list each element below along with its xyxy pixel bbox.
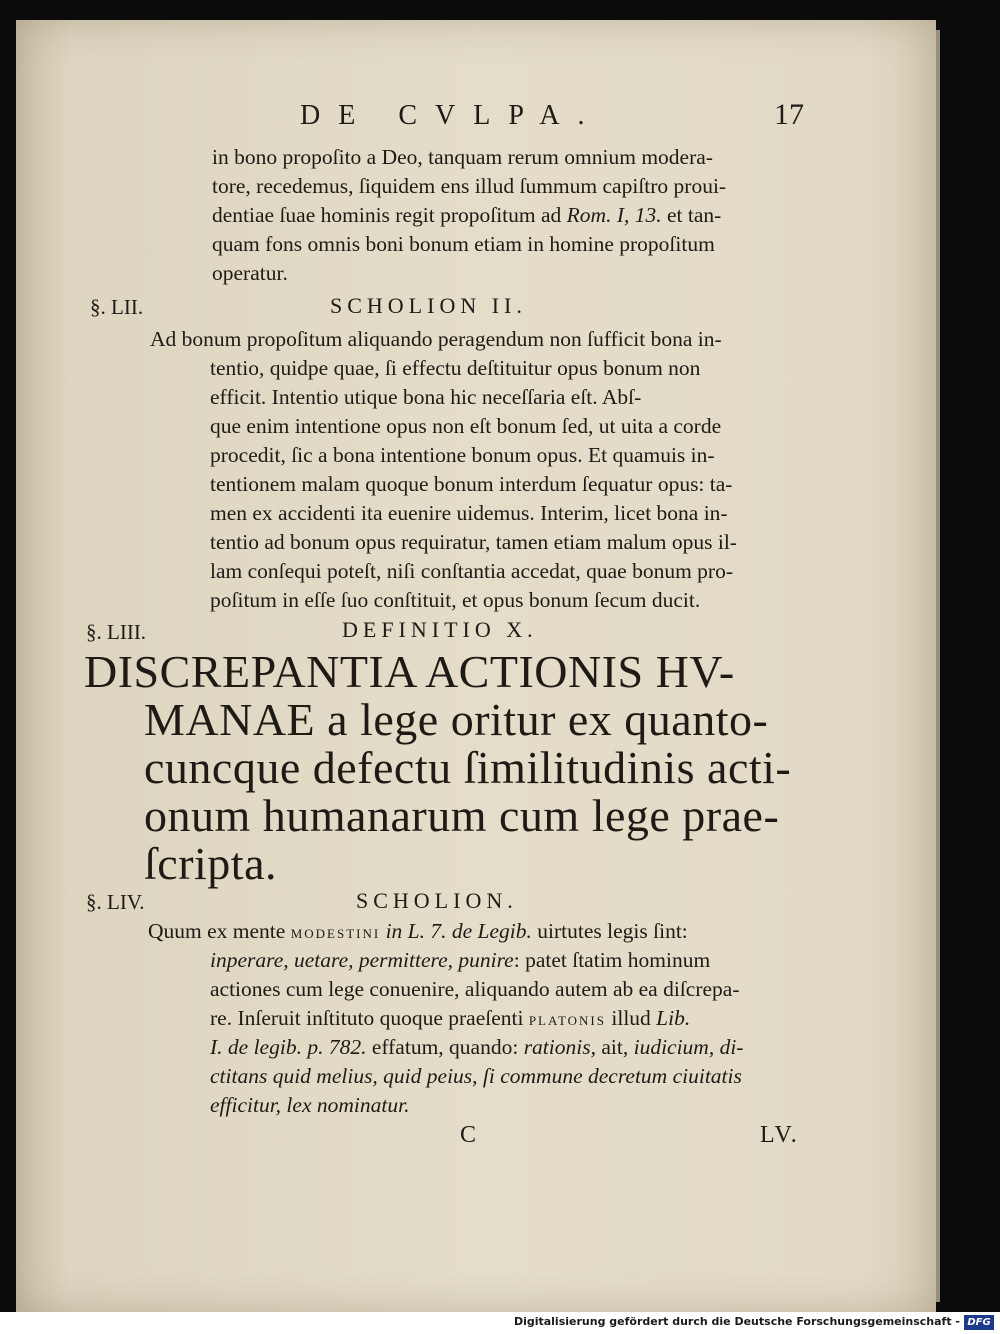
sec54-line-4: re. Inſeruit inſtituto quoque praeſenti platonis illud Lib. xyxy=(210,1006,691,1030)
credit-footer xyxy=(0,1312,1000,1334)
page-number: 17 xyxy=(774,98,804,131)
running-title: DE CVLPA. xyxy=(300,100,603,131)
credit-text: Digitalisierung gefördert durch die Deutsche Forschungsgemeinschaft - xyxy=(513,1315,960,1328)
sec52-line-2: tentio, quidpe quae, ſi effectu deſtituitur opus bonum non xyxy=(210,356,701,380)
intro-line-2: tore, recedemus, ſiquidem ens illud ſummum capiſtro proui- xyxy=(212,174,727,198)
section-heading-53: DEFINITIO X. xyxy=(342,617,538,642)
definition-line-4: onum humanarum cum lege prae- xyxy=(144,790,780,841)
section-heading-54: SCHOLION. xyxy=(356,888,518,913)
section-number-54: §. LIV. xyxy=(86,890,145,914)
sec52-line-10: poſitum in eſſe ſuo conſtituit, et opus bonum ſecum ducit. xyxy=(210,588,701,612)
sec54-line-1: Quum ex mente modestini in L. 7. de Legib. uirtutes legis ſint: xyxy=(148,919,688,943)
sec54-line-6: ctitans quid melius, quid peius, ſi commune decretum ciuitatis xyxy=(210,1064,742,1088)
sec52-line-5: procedit, ſic a bona intentione bonum opus. Et quamuis in- xyxy=(210,443,715,467)
sec52-line-8: tentio ad bonum opus requiratur, tamen etiam malum opus il- xyxy=(210,530,737,554)
sec52-line-4: que enim intentione opus non eſt bonum ſed, ut uita a corde xyxy=(210,414,722,438)
sec54-line-7: efficitur, lex nominatur. xyxy=(210,1093,410,1117)
sec52-line-6: tentionem malam quoque bonum interdum ſequatur opus: ta- xyxy=(210,472,733,496)
definition-line-1: DISCREPANTIA ACTIONIS HV- xyxy=(84,646,735,697)
definition-line-2: MANAE a lege oritur ex quanto- xyxy=(144,694,769,745)
intro-line-5: operatur. xyxy=(212,261,288,285)
sec52-line-7: men ex accidenti ita euenire uidemus. Interim, licet bona in- xyxy=(210,501,728,525)
section-number-53: §. LIII. xyxy=(86,620,147,644)
section-number-52: §. LII. xyxy=(90,295,144,319)
sec54-line-5: I. de legib. p. 782. effatum, quando: rationis, ait, iudicium, di- xyxy=(210,1035,744,1059)
signature-mark: C xyxy=(460,1122,479,1148)
definition-line-5: ſcripta. xyxy=(144,838,277,889)
catchword: LV. xyxy=(760,1122,799,1148)
sec52-line-3: efficit. Intentio utique bona hic neceſſaria eſt. Abſ- xyxy=(210,385,642,409)
page-edge xyxy=(936,30,940,1302)
sec54-line-2: inperare, uetare, permittere, punire: patet ſtatim hominum xyxy=(210,948,711,972)
intro-line-4: quam fons omnis boni bonum etiam in homine propoſitum xyxy=(212,232,715,256)
section-heading-52: SCHOLION II. xyxy=(330,293,527,318)
sec54-line-3: actiones cum lege conuenire, aliquando autem ab ea diſcrepa- xyxy=(210,977,740,1001)
intro-line-3: dentiae ſuae hominis regit propoſitum ad Rom. I, 13. et tan- xyxy=(212,203,722,227)
intro-line-1: in bono propoſito a Deo, tanquam rerum omnium modera- xyxy=(212,145,713,169)
dfg-logo-icon[interactable]: DFG xyxy=(964,1315,994,1330)
sec52-line-9: lam conſequi poteſt, niſi conſtantia accedat, quae bonum pro- xyxy=(210,559,733,583)
sec52-line-1: Ad bonum propoſitum aliquando peragendum non ſufficit bona in- xyxy=(150,327,722,351)
definition-line-3: cuncque defectu ſimilitudinis acti- xyxy=(144,742,792,793)
